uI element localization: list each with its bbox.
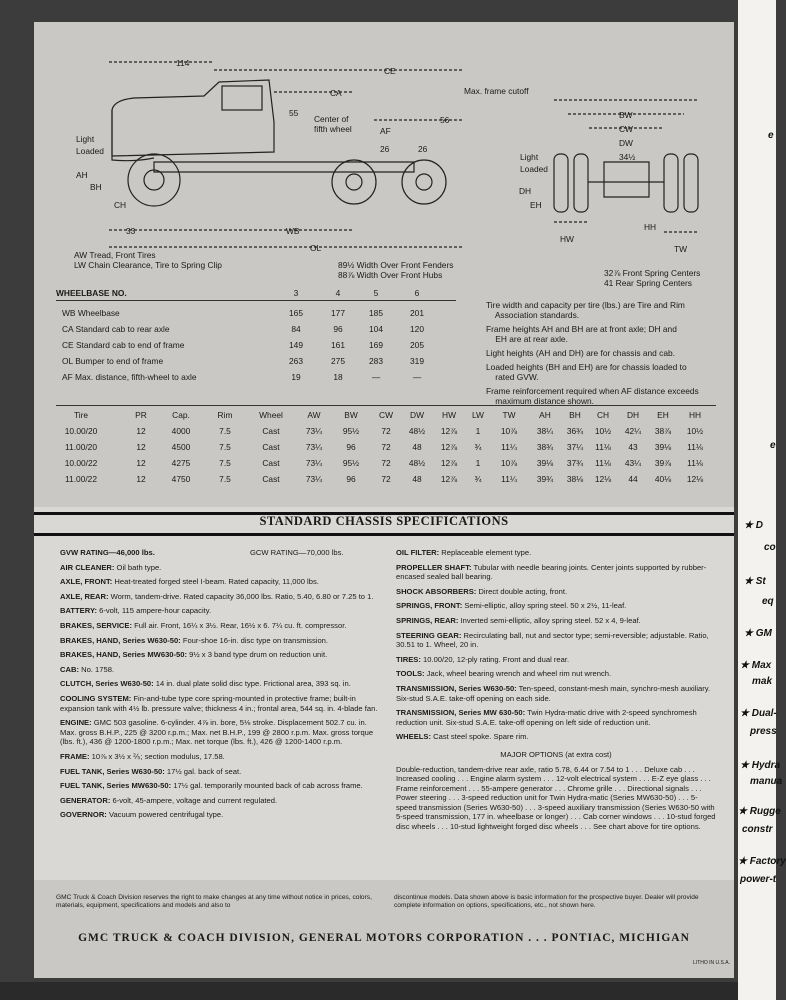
tire-table-header: CH — [596, 410, 610, 420]
tire-table-cell: 73¼ — [305, 426, 323, 436]
dim-dh: DH — [519, 186, 532, 196]
loaded-label-2: Loaded — [520, 164, 548, 174]
footer-disclaimer-right: discontinue models. Data shown above is basic information for the prospective buyer. Dealer will provide complete information on options, specifications, etc., not shown here. — [394, 894, 699, 909]
tire-table-header: EH — [657, 410, 669, 420]
tire-table-cell: 95½ — [342, 426, 360, 436]
footer — [34, 880, 734, 978]
rp-text: constr — [742, 824, 773, 835]
note-lw: LW Chain Clearance, Tire to Spring Clip — [74, 260, 222, 270]
spec-item: SPRINGS, FRONT: Semi-elliptic, alloy spring steel. 50 x 2½, 11-leaf. — [396, 601, 627, 611]
wb-num: 4 — [335, 288, 341, 298]
spec-item: AXLE, FRONT: Heat-treated forged steel I-beam. Rated capacity, 11,000 lbs. — [60, 577, 319, 587]
tire-table-cell: 37¾ — [566, 458, 584, 468]
tire-table-cell: 96 — [346, 474, 356, 484]
spec-item: TOOLS: Jack, wheel bearing wrench and wheel rim nut wrench. — [396, 669, 612, 679]
tire-table-cell: 11.00/20 — [65, 442, 97, 452]
max-cutoff-label: Max. frame cutoff — [464, 86, 529, 96]
dim-wb: WB — [286, 226, 300, 236]
right-note: Frame heights AH and BH are at front axle; DH and — [486, 324, 677, 334]
right-note: maximum distance shown. — [486, 396, 594, 406]
dim-bw: BW — [619, 110, 633, 120]
tire-table-header: DH — [626, 410, 640, 420]
right-note: Association standards. — [486, 310, 580, 320]
dim-hw: HW — [560, 234, 574, 244]
spec-item: FUEL TANK, Series W630-50: 17½ gal. back of seat. — [60, 766, 242, 776]
right-note: Light heights (AH and DH) are for chassis and cab. — [486, 348, 675, 358]
tire-table-cell: 38⅞ — [654, 426, 672, 436]
truck-hood-outline — [112, 110, 154, 161]
spec-item: STEERING GEAR: Recirculating ball, nut and sector type; semi-reversible; adjustable. Ratio, 30.51 to 1. Wheel, 20 in. — [396, 630, 709, 650]
rear-tire-4 — [684, 154, 698, 212]
tire-table-cell: 73¼ — [305, 458, 323, 468]
dim-ce: CE — [384, 66, 396, 76]
tire-table-cell: 36¾ — [566, 426, 584, 436]
tire-table-cell: 73¼ — [305, 442, 323, 452]
spec-item: CLUTCH, Series W630-50: 14 in. dual plate solid disc type. Frictional area, 393 sq. in. — [60, 679, 351, 689]
gvw-rating: GVW RATING—46,000 lbs. GCW RATING—70,000 lbs. — [60, 548, 344, 557]
tire-table-cell: 12 — [136, 426, 146, 436]
right-note: EH are at rear axle. — [486, 334, 568, 344]
note-hubs: 88⅞ Width Over Front Hubs — [338, 270, 443, 280]
dim-ah: AH — [76, 170, 88, 180]
tire-table-cell: 12⅞ — [440, 426, 458, 436]
dim-eh: EH — [530, 200, 542, 210]
tire-table-header: DW — [410, 410, 424, 420]
rp-text: mak — [752, 676, 773, 687]
tire-table-cell: 4750 — [171, 474, 191, 484]
wb-cell: 201 — [410, 308, 424, 318]
tire-table-header: HH — [688, 410, 702, 420]
wb-cell: 275 — [331, 356, 345, 366]
spec-item: GENERATOR: 6-volt, 45-ampere, voltage and current regulated. — [60, 795, 278, 805]
spec-item: SPRINGS, REAR: Inverted semi-elliptic, alloy spring steel. 52 x 4, 9-leaf. — [396, 615, 641, 625]
tire-table-header: AW — [307, 410, 321, 420]
tire-table-cell: Cast — [262, 426, 280, 436]
dim-34: 34½ — [619, 152, 636, 162]
spec-item: TIRES: 10.00/20, 12-ply rating. Front and dual rear. — [396, 654, 570, 664]
tire-table-header: Rim — [217, 410, 233, 420]
wb-cell: — — [412, 372, 422, 382]
tire-table-cell: 12⅞ — [440, 474, 458, 484]
spec-item: ENGINE: GMC 503 gasoline. 6-cylinder. 4⅞ in. bore, 5⅛ stroke. Displacement 502.7 cu. in. Max. gross B.H.P., 225 @ 3200 r.p.m.; Max. net B.H.P., 199 @ 2800 r.p.m. Max. gross torque (lbs. ft.), 436 @ 1200-1800 r.p.m.; Max. net torque (lbs. ft.), 426 @ 1200-1400 r.p.m. — [60, 718, 374, 747]
tire-table-cell: 48½ — [408, 426, 426, 436]
tire-table-cell: 39⅛ — [536, 458, 554, 468]
dim-ca: CA — [330, 88, 342, 98]
tire-table-cell: 7.5 — [219, 442, 231, 452]
right-note: rated GVW. — [486, 372, 539, 382]
right-note: Frame reinforcement required when AF distance exceeds — [486, 386, 699, 396]
dim-dw: DW — [619, 138, 633, 148]
rp-text: eq — [762, 596, 774, 607]
options-title: MAJOR OPTIONS (at extra cost) — [500, 749, 612, 759]
wb-cell: 169 — [369, 340, 383, 350]
diagram-panel — [34, 22, 734, 507]
tire-table-header: Cap. — [172, 410, 190, 420]
tire-table-cell: 12⅞ — [440, 458, 458, 468]
options-text: Double-reduction, tandem-drive rear axle, ratio 5.78, 6.44 or 7.54 to 1 . . . Deluxe cab . . . Increased cooling . . . Engine alarm system . . . 12-volt electrical system . . . E-Z eye glass . . . Frame reinforcement . . . 55-ampere generator . . . Chrome grille . . . Directional signals . . . Power steering . . . 3-speed reduction unit for Twin Hydra-matic (Series MW630-50) . . . 5-speed transmission (Series W630-50) . . . 3-speed auxiliary transmission (Series W630-50 with 5-speed transmission, 177 in. wheelbase or longer) . . . Cab corner windows . . . 10-stud forged disc wheels . . . 10-stud lightweight forged disc wheels . . . See chart above for tire options. — [396, 764, 716, 832]
dim-bh: BH — [90, 182, 102, 192]
wb-cell: 96 — [333, 324, 343, 334]
spec-item: COOLING SYSTEM: Fin-and-tube type core spring-mounted in protective frame; built-in expansion tank with 4½ lb. pressure valve; thickness 4 in.; frontal area, 544 sq. in. 4-blade fan. — [60, 693, 378, 713]
tire-table-cell: 48 — [412, 474, 422, 484]
spec-item: FRAME: 10⅞ x 3½ x ⅖; section modulus, 17.58. — [60, 751, 225, 761]
wb-cell: 283 — [369, 356, 383, 366]
section-header — [34, 512, 734, 534]
tire-table-header: BH — [569, 410, 581, 420]
wb-num: 6 — [414, 288, 420, 298]
spec-item: BRAKES, HAND, Series MW630-50: 9½ x 3 band type drum on reduction unit. — [60, 650, 328, 660]
dim-26a: 26 — [380, 144, 390, 154]
tire-table-header: BW — [344, 410, 358, 420]
tire-table-header: CW — [379, 410, 393, 420]
spec-item: TRANSMISSION, Series MW 630-50: Twin Hydra-matic drive with 2-speed synchromesh reduction unit. Six-stud S.A.E. take-off opening on left side of reduction unit. — [396, 708, 697, 727]
spec-item: BATTERY: 6-volt, 115 ampere-hour capacity. — [60, 606, 212, 616]
tire-table-cell: 72 — [381, 474, 391, 484]
tire-table-cell: 42¼ — [624, 426, 642, 436]
tire-table-cell: 4000 — [171, 426, 191, 436]
tire-table-cell: 95½ — [342, 458, 360, 468]
tire-table-cell: 10½ — [686, 426, 704, 436]
dim-56: 56 — [440, 115, 450, 125]
table-surface — [0, 982, 738, 1000]
spec-item: BRAKES, HAND, Series W630-50: Four-shoe 16-in. disc type on transmission. — [60, 635, 329, 645]
tire-table-cell: 11⅛ — [687, 458, 703, 468]
tire-table-header: HW — [442, 410, 456, 420]
tire-table-cell: 48½ — [408, 458, 426, 468]
tire-table-cell: 7.5 — [219, 426, 231, 436]
tire-table-cell: ¾ — [474, 474, 482, 484]
tire-table-cell: 48 — [412, 442, 422, 452]
tire-table-header: AH — [539, 410, 551, 420]
wb-row-label: OL Bumper to end of frame — [62, 356, 164, 366]
light-label: Light — [76, 134, 95, 144]
tire-table-header: Tire — [73, 410, 89, 420]
cab-window — [222, 86, 262, 110]
spec-item: CAB: No. 1758. — [60, 664, 115, 674]
wb-cell: 84 — [291, 324, 301, 334]
tire-table-cell: 38¾ — [536, 442, 554, 452]
litho-mark: LITHO IN U.S.A. — [693, 960, 730, 966]
tire-table-header: PR — [135, 410, 147, 420]
tire-table-cell: Cast — [262, 442, 280, 452]
rp-text: ★ Factory — [738, 856, 786, 867]
tire-table-cell: 11⅛ — [687, 442, 703, 452]
tire-table-cell: 38¼ — [536, 426, 554, 436]
dim-ol: OL — [310, 243, 322, 253]
footer-disclaimer-left: GMC Truck & Coach Division reserves the right to make changes at any time without notice in prices, colors, materials, equipment, specifications and models and also to — [56, 894, 372, 909]
tire-table-cell: 43 — [628, 442, 638, 452]
tire-table-cell: 10⅞ — [500, 426, 518, 436]
truck-frame — [154, 162, 414, 172]
rp-text: ★ Rugge — [738, 806, 781, 817]
wheelbase-header: WHEELBASE NO. — [56, 288, 127, 298]
section-title: STANDARD CHASSIS SPECIFICATIONS — [259, 514, 509, 528]
tire-table-cell: 44 — [628, 474, 638, 484]
wb-cell: 161 — [331, 340, 345, 350]
tire-table-cell: Cast — [262, 458, 280, 468]
fifth-wheel-label: Center of fifth wheel — [314, 114, 352, 134]
tire-table-cell: 12 — [136, 458, 146, 468]
wb-cell: 104 — [369, 324, 383, 334]
rp-text: co — [764, 542, 776, 553]
dim-33: 33 — [126, 226, 136, 236]
specs-left-column — [60, 548, 380, 825]
wb-cell: 19 — [291, 372, 301, 382]
specs-right-column — [396, 548, 716, 837]
dim-ch: CH — [114, 200, 127, 210]
tire-table-cell: 1 — [475, 458, 481, 468]
spec-item: AIR CLEANER: Oil bath type. — [60, 562, 162, 572]
tire-table-cell: 39⅛ — [654, 442, 672, 452]
wb-row-label: CE Standard cab to end of frame — [62, 340, 185, 350]
rear-axle — [588, 162, 664, 197]
tire-table-cell: 11¼ — [501, 474, 517, 484]
spec-item: TRANSMISSION, Series W630-50: Ten-speed, constant-mesh main, synchro-mesh auxiliary. Six-stud S.A.E. take-off opening on each side. — [396, 683, 711, 703]
footer-company: GMC TRUCK & COACH DIVISION, GENERAL MOTORS CORPORATION . . . PONTIAC, MICHIGAN — [78, 932, 690, 944]
tire-table-cell: 11⅛ — [595, 442, 611, 452]
rear-tire-2 — [574, 154, 588, 212]
tire-table-cell: 72 — [381, 426, 391, 436]
wb-cell: 177 — [331, 308, 345, 318]
tire-table-cell: 11.00/22 — [65, 474, 97, 484]
wb-row-label: WB Wheelbase — [62, 308, 120, 318]
tire-table-cell: 38⅛ — [566, 474, 584, 484]
tire-table-cell: 39¾ — [536, 474, 554, 484]
tire-table-header: TW — [502, 410, 516, 420]
right-note: Tire width and capacity per tire (lbs.) are Tire and Rim — [486, 300, 685, 310]
tire-table-cell: ¾ — [474, 442, 482, 452]
tire-table-cell: 72 — [381, 458, 391, 468]
tire-table-header: Wheel — [259, 410, 283, 420]
tire-table-cell: 39⅞ — [654, 458, 672, 468]
spec-item: OIL FILTER: Replaceable element type. — [396, 548, 532, 557]
tire-table-header: LW — [472, 410, 484, 420]
dim-tw: TW — [674, 244, 688, 254]
spec-item: PROPELLER SHAFT: Tubular with needle bearing joints. Center joints supported by rubber-encased sealed ball bearing. — [396, 562, 707, 582]
dim-cw: CW — [619, 124, 633, 134]
note-aw: AW Tread, Front Tires — [74, 250, 156, 260]
wb-num: 3 — [293, 288, 299, 298]
wb-cell: 185 — [369, 308, 383, 318]
dim-114: 114 — [176, 58, 190, 68]
rear-tire-1 — [554, 154, 568, 212]
tire-table-cell: 10⅞ — [500, 458, 518, 468]
note-rear-spring: 41 Rear Spring Centers — [604, 278, 692, 288]
rp-text: ★ Hydra — [740, 760, 781, 771]
loaded-label: Loaded — [76, 146, 104, 156]
spec-item: GOVERNOR: Vacuum powered centrifugal type. — [60, 810, 224, 820]
note-front-spring: 32⅞ Front Spring Centers — [604, 268, 701, 278]
rp-text: ★ GM — [744, 628, 772, 639]
wb-cell: — — [371, 372, 381, 382]
truck-cab-outline — [112, 80, 274, 156]
rp-text: ★ St — [744, 576, 766, 587]
rp-text: ★ Dual- — [740, 708, 777, 719]
tire-table-cell: 10½ — [594, 426, 612, 436]
spec-item: SHOCK ABSORBERS: Direct double acting, front. — [396, 586, 568, 596]
dim-26b: 26 — [418, 144, 428, 154]
tire-table-cell: 40⅛ — [654, 474, 672, 484]
rp-text: press — [750, 726, 777, 737]
wb-num: 5 — [373, 288, 379, 298]
dim-af: AF — [380, 126, 391, 136]
wb-cell: 263 — [289, 356, 303, 366]
dim-55: 55 — [289, 108, 299, 118]
dim-hh: HH — [644, 222, 657, 232]
tire-table-cell: 12⅞ — [440, 442, 458, 452]
rear-wheel-1 — [332, 160, 376, 204]
tire-table-cell: 43¼ — [624, 458, 642, 468]
tire-table-cell: Cast — [262, 474, 280, 484]
tire-table-cell: 10.00/20 — [64, 426, 98, 436]
rear-tire-3 — [664, 154, 678, 212]
tire-table-cell: 73¼ — [305, 474, 323, 484]
rp-text: manua — [750, 776, 783, 787]
rp-text: ★ D — [744, 520, 763, 531]
tire-table-cell: 7.5 — [219, 458, 231, 468]
wb-cell: 18 — [333, 372, 343, 382]
wb-row-label: CA Standard cab to rear axle — [62, 324, 170, 334]
wb-row-label: AF Max. distance, fifth-wheel to axle — [62, 372, 197, 382]
tire-table-cell: 12 — [136, 442, 146, 452]
wb-cell: 205 — [410, 340, 424, 350]
spec-sheet-page — [34, 22, 734, 978]
right-note: Loaded heights (BH and EH) are for chassis loaded to — [486, 362, 687, 372]
tire-table-cell: 1 — [475, 426, 481, 436]
tire-table-cell: 12 — [136, 474, 146, 484]
tire-table-cell: 37¼ — [566, 442, 584, 452]
spec-item: AXLE, REAR: Worm, tandem-drive. Rated capacity 36,000 lbs. Ratio, 5.40, 6.80 or 7.25 to 1. — [60, 591, 374, 601]
wb-cell: 149 — [289, 340, 303, 350]
tire-table-cell: 12⅛ — [686, 474, 704, 484]
note-fenders: 89½ Width Over Front Fenders — [338, 260, 454, 270]
wb-cell: 319 — [410, 356, 424, 366]
tire-table-cell: 72 — [381, 442, 391, 452]
tire-table-cell: 12⅛ — [594, 474, 612, 484]
wb-cell: 120 — [410, 324, 424, 334]
rear-wheel-2 — [402, 160, 446, 204]
spec-item: WHEELS: Cast steel spoke. Spare rim. — [396, 732, 529, 742]
tire-table-cell: 11⅛ — [595, 458, 611, 468]
rp-text: e — [768, 130, 774, 141]
wb-cell: 165 — [289, 308, 303, 318]
spec-item: BRAKES, SERVICE: Full air. Front, 16¼ x 3½. Rear, 16½ x 6. 7¼ cu. ft. compressor. — [60, 620, 347, 630]
rp-text: power-t — [740, 874, 777, 885]
spec-item: FUEL TANK, Series MW630-50: 17½ gal. temporarily mounted back of cab across frame. — [60, 781, 363, 791]
tire-table-cell: 7.5 — [219, 474, 231, 484]
tire-table-cell: 10.00/22 — [64, 458, 98, 468]
tire-table-cell: 4275 — [171, 458, 191, 468]
light-label-2: Light — [520, 152, 539, 162]
tire-table-cell: 11¼ — [501, 442, 517, 452]
tire-table-cell: 96 — [346, 442, 356, 452]
rp-text: e — [770, 440, 776, 451]
rp-text: ★ Max — [740, 660, 772, 671]
tire-table-cell: 4500 — [171, 442, 191, 452]
adjacent-page — [738, 0, 786, 1000]
